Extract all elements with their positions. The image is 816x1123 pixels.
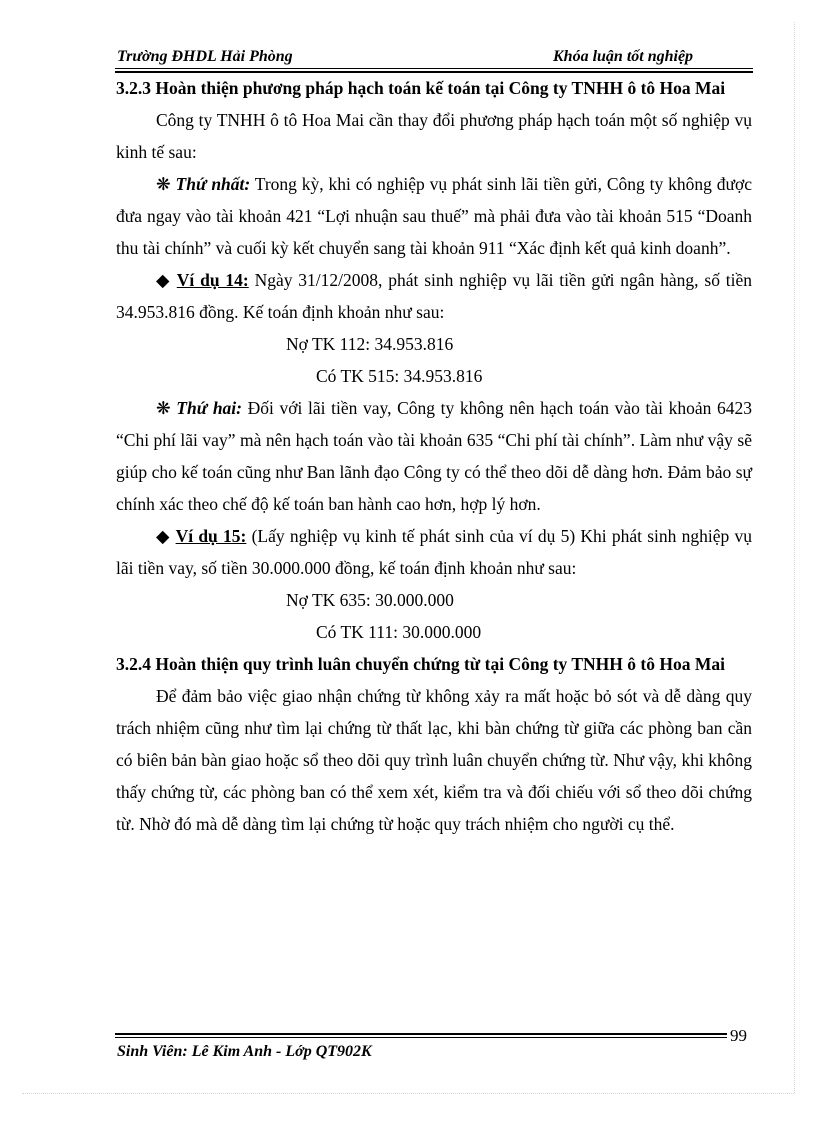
second-point-label: Thứ hai: — [176, 398, 243, 418]
first-point-text: Trong kỳ, khi có nghiệp vụ phát sinh lãi tiền gửi, Công ty không được đưa ngay vào tài khoản 421 “Lợi nhuận sau thuế” mà phải đưa vào tài khoản 515 “Doanh thu tài chính” và cuối kỳ kết chuyển sang tài khoản 911 “Xác định kết quả kinh doanh”. — [116, 174, 753, 258]
footer-rule-thick — [115, 1033, 727, 1035]
example-14-debit: Nợ TK 112: 34.953.816 — [286, 334, 454, 354]
section-3-2-4-title: 3.2.4 Hoàn thiện quy trình luân chuyển chứng từ tại Công ty TNHH ô tô Hoa Mai — [116, 654, 725, 674]
section-3-2-4-body: Để đảm bảo việc giao nhận chứng từ không xảy ra mất hoặc bỏ sót và dễ dàng quy trách nhiệm cũng như tìm lại chứng từ thất lạc, khi bàn chứng từ giữa các phòng ban cần có biên bản bàn giao hoặc sổ theo dõi quy trình luân chuyển chứng từ. Như vậy, khi không thấy chứng từ, các phòng ban có thể xem xét, kiểm tra và đối chiếu với sổ theo dõi chứng từ. Nhờ đó mà dễ dàng tìm lại chứng từ hoặc quy trách nhiệm cho người cụ thể. — [116, 686, 752, 834]
example-15-credit: Có TK 111: 30.000.000 — [316, 622, 482, 642]
second-point — [116, 392, 752, 520]
first-point — [116, 168, 752, 264]
second-point-text: Đối với lãi tiền vay, Công ty không nên hạch toán vào tài khoản 6423 “Chi phí lãi vay” mà nên hạch toán vào tài khoản 635 “Chi phí tài chính”. Làm như vậy sẽ giúp cho kế toán cũng như Ban lãnh đạo Công ty có thể theo dõi dễ dàng hơn. Đảm bảo sự chính xác theo chế độ kế toán ban hành cao hơn, hợp lý hơn. — [116, 398, 752, 514]
section-3-2-3-title: 3.2.3 Hoàn thiện phương pháp hạch toán kế toán tại Công ty TNHH ô tô Hoa Mai — [116, 78, 726, 98]
page-content — [116, 72, 752, 840]
header-rule — [115, 68, 753, 69]
footer-rule — [115, 1037, 727, 1038]
example-15 — [116, 520, 752, 584]
example-14-credit: Có TK 515: 34.953.816 — [316, 366, 483, 386]
diamond-bullet-icon: ◆ — [156, 270, 171, 290]
example-14-label: Ví dụ 14: — [176, 270, 249, 290]
footer-student: Sinh Viên: Lê Kim Anh - Lớp QT902K — [117, 1043, 372, 1060]
page-border-bottom — [22, 1093, 794, 1094]
diamond-bullet-icon: ◆ — [156, 526, 171, 546]
example-14 — [116, 264, 752, 328]
asterisk-bullet-icon: ❋ — [156, 398, 171, 418]
header-school: Trường ĐHDL Hải Phòng — [117, 48, 293, 65]
page-border-right — [794, 22, 795, 1093]
example-14-text: Ngày 31/12/2008, phát sinh nghiệp vụ lãi tiền gửi ngân hàng, số tiền 34.953.816 đồng. Kế toán định khoản như sau: — [116, 270, 753, 322]
example-15-text: (Lấy nghiệp vụ kinh tế phát sinh của ví dụ 5) Khi phát sinh nghiệp vụ lãi tiền vay, số tiền 30.000.000 đồng, kế toán định khoản như sau: — [116, 526, 753, 578]
header-thesis: Khóa luận tốt nghiệp — [553, 48, 694, 65]
section-3-2-3-intro: Công ty TNHH ô tô Hoa Mai cần thay đổi phương pháp hạch toán một số nghiệp vụ kinh tế sau: — [116, 110, 752, 162]
page-number: 99 — [730, 1026, 747, 1045]
asterisk-bullet-icon: ❋ — [156, 174, 171, 194]
example-15-debit: Nợ TK 635: 30.000.000 — [286, 590, 454, 610]
example-15-label: Ví dụ 15: — [175, 526, 247, 546]
first-point-label: Thứ nhất: — [175, 174, 251, 194]
